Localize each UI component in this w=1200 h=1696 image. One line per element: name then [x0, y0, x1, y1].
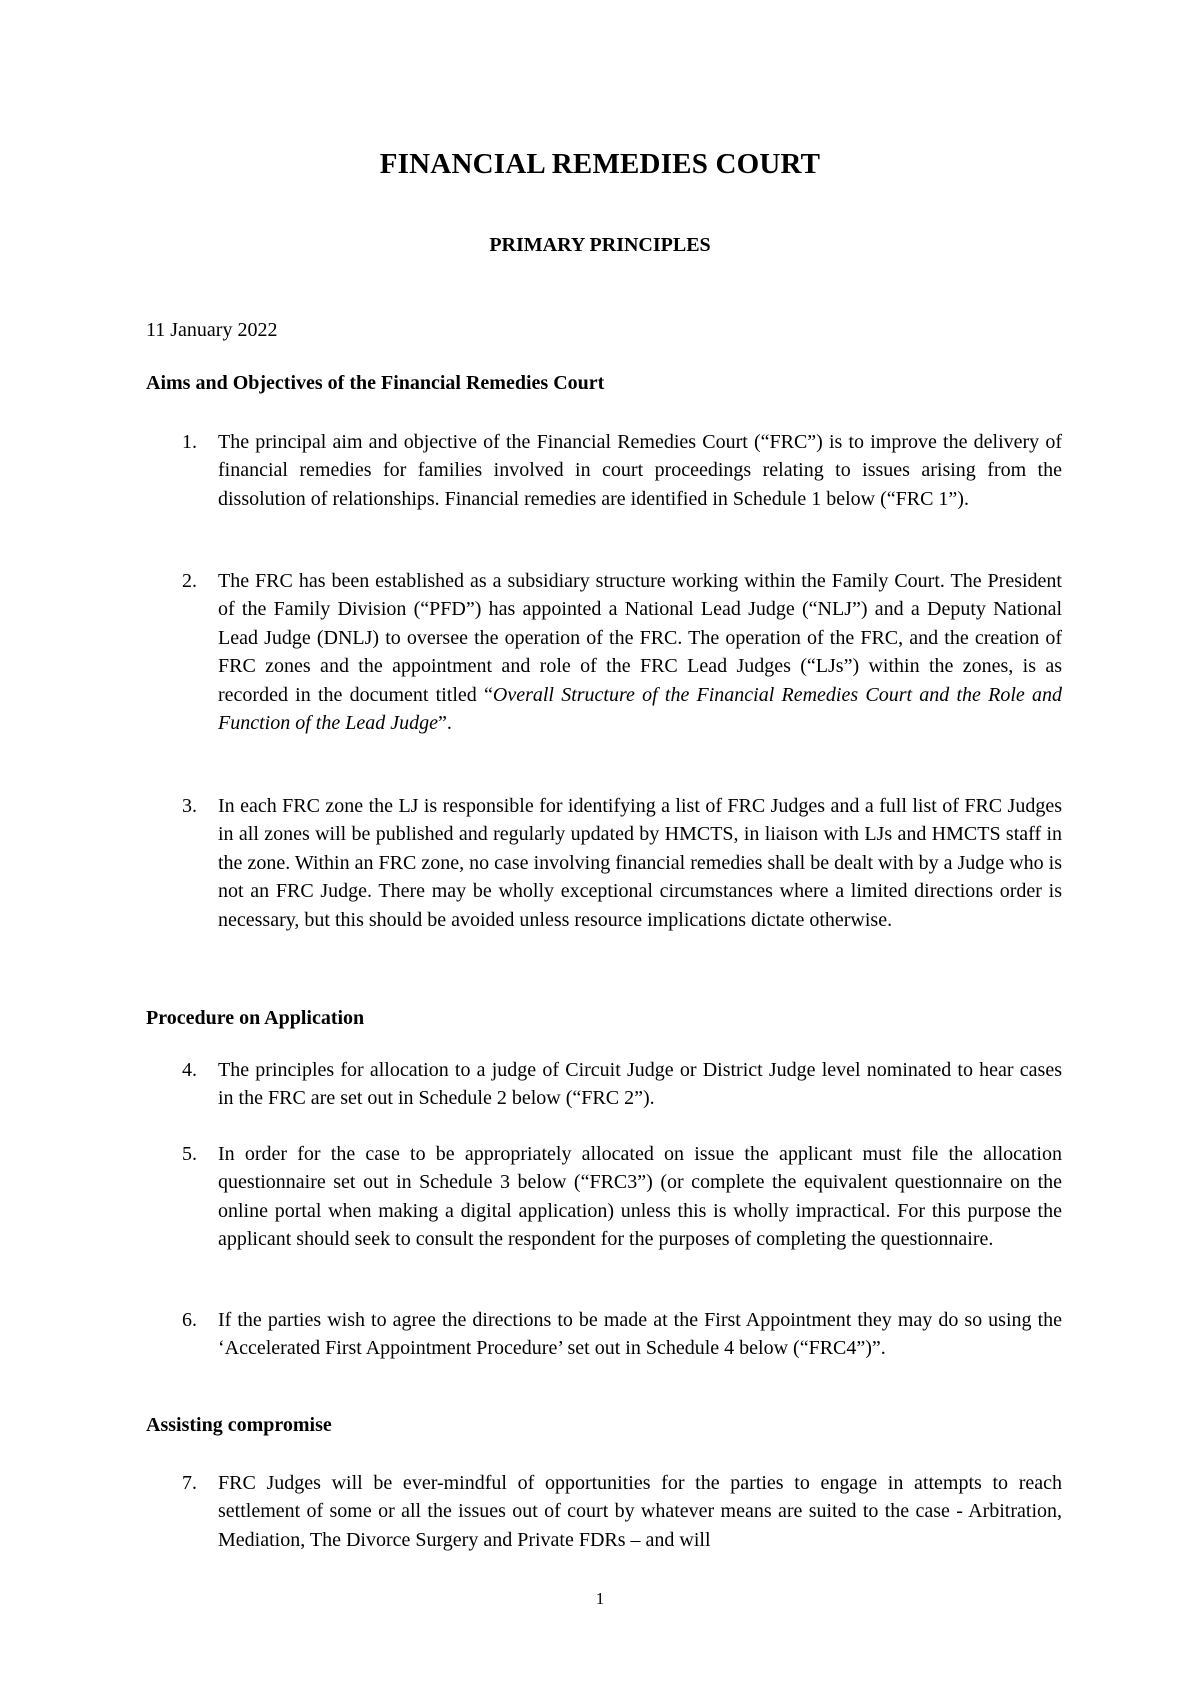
paragraph-text: In order for the case to be appropriately allocated on issue the applicant must file the allocation questionnaire set out in Schedule 3 below (“FRC3”) (or complete the equivalent questionnaire on the online portal when making a digital application) unless this is wholly impractical. For this purpose the applicant should seek to consult the respondent for the purposes of completing the questionnaire. [218, 1143, 1062, 1251]
paragraph-number: 6. [182, 1309, 197, 1331]
paragraph-1 [182, 428, 1062, 513]
paragraph-number: 5. [182, 1143, 197, 1165]
paragraph-5 [182, 1140, 1062, 1254]
section-heading-procedure: Procedure on Application [146, 1007, 365, 1029]
paragraph-text: The FRC has been established as a subsidiary structure working within the Family Court. The President of the Family Division (“PFD”) has appointed a National Lead Judge (“NLJ”) and a Deputy National Lead Judge (DNLJ) to oversee the operation of the FRC. The operation of the FRC, and the creation of FRC zones and the appointment and role of the FRC Lead Judges (“LJs”) within the zones, is as recorded in the document titled “Overall Structure of the Financial Remedies Court and the Role and Function of the Lead Judge”. [218, 570, 1063, 735]
paragraph-number: 7. [182, 1472, 197, 1494]
document-subtitle: PRIMARY PRINCIPLES [489, 234, 711, 256]
paragraph-text: The principal aim and objective of the Financial Remedies Court (“FRC”) is to improve the delivery of financial remedies for families involved in court proceedings relating to issues arising from the dissolution of relationships. Financial remedies are identified in Schedule 1 below (“FRC 1”). [218, 431, 1062, 510]
section-heading-compromise: Assisting compromise [146, 1414, 332, 1436]
paragraph-text: The principles for allocation to a judge of Circuit Judge or District Judge level nominated to hear cases in the FRC are set out in Schedule 2 below (“FRC 2”). [218, 1059, 1062, 1110]
paragraph-text: FRC Judges will be ever-mindful of opportunities for the parties to engage in attempts to reach settlement of some or all the issues out of court by whatever means are suited to the case - Arbitration, Mediation, The Divorce Surgery and Private FDRs – and will [218, 1472, 1062, 1551]
page-number: 1 [595, 1589, 605, 1608]
paragraph-text: If the parties wish to agree the directions to be made at the First Appointment they may do so using the ‘Accelerated First Appointment Procedure’ set out in Schedule 4 below (“FRC4”)”. [218, 1309, 1062, 1360]
paragraph-3 [182, 792, 1062, 934]
document-title: FINANCIAL REMEDIES COURT [379, 148, 821, 180]
document-date: 11 January 2022 [146, 319, 278, 341]
section-heading-aims: Aims and Objectives of the Financial Remedies Court [146, 372, 605, 394]
paragraph-6 [182, 1306, 1062, 1363]
document-reference-italic: Overall Structure of the Financial Remedies Court and the Role and Function of the Lead Judge [218, 683, 1063, 735]
paragraph-number: 1. [182, 431, 197, 453]
paragraph-4 [182, 1056, 1062, 1113]
paragraph-7 [182, 1469, 1062, 1554]
paragraph-number: 3. [182, 795, 197, 817]
paragraph-number: 2. [182, 570, 197, 592]
paragraph-text: In each FRC zone the LJ is responsible for identifying a list of FRC Judges and a full list of FRC Judges in all zones will be published and regularly updated by HMCTS, in liaison with LJs and HMCTS staff in the zone. Within an FRC zone, no case involving financial remedies shall be dealt with by a Judge who is not an FRC Judge. There may be wholly exceptional circumstances where a limited directions order is necessary, but this should be avoided unless resource implications dictate otherwise. [218, 795, 1062, 931]
paragraph-2 [182, 567, 1062, 737]
paragraph-number: 4. [182, 1059, 197, 1081]
